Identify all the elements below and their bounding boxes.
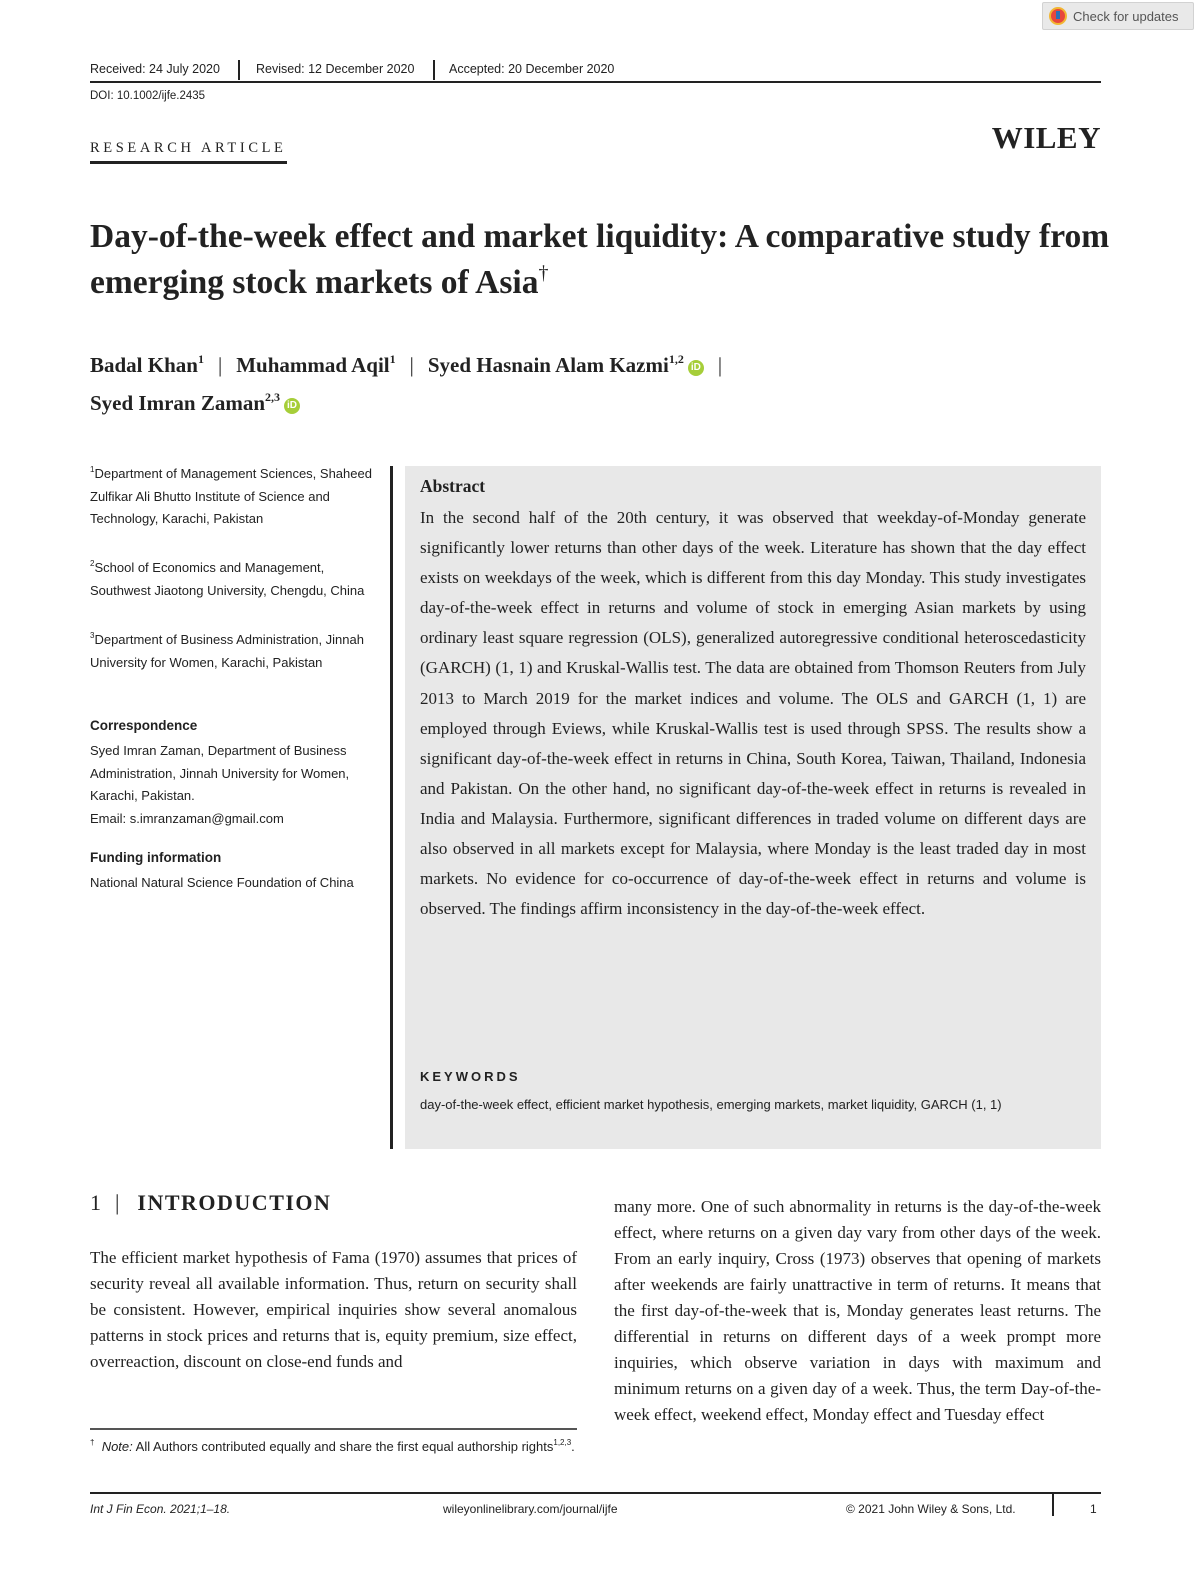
affiliation-2 [90, 557, 380, 602]
author-separator: | [717, 353, 723, 377]
header-rule [90, 81, 1101, 83]
footer-journal-citation: Int J Fin Econ. 2021;1–18. [90, 1502, 231, 1516]
funding-text: National Natural Science Foundation of China [90, 875, 354, 890]
affiliation-number: 2 [90, 559, 95, 568]
introduction-right-column: many more. One of such abnormality in returns is the day-of-the-week effect, where returns on a given day vary from other days of the week. From an early inquiry, Cross (1973) observes that opening of markets after weekends are fairly unattractive in term of returns. It means that the first day-of-the-week that is, Monday generates least returns. The differential in returns on different days of a week prompt more inquiries, which observe variation in days with maximum and minimum returns on a given day of a week. Thus, the term Day-of-the-week effect, weekend effect, Monday effect and Tuesday effect [614, 1197, 1101, 1424]
author-separator: | [409, 353, 414, 377]
footnote-text: All Authors contributed equally and share the first equal authorship rights [135, 1439, 554, 1454]
orcid-icon[interactable]: iD [284, 398, 300, 414]
orcid-icon[interactable]: iD [688, 360, 704, 376]
author-name[interactable]: Muhammad Aqil [236, 353, 390, 377]
date-divider [433, 60, 435, 80]
funding-heading: Funding information [90, 850, 222, 865]
page-number: 1 [1090, 1502, 1097, 1516]
author-affiliation-ref[interactable]: 1 [197, 352, 204, 366]
accepted-date: Accepted: 20 December 2020 [449, 62, 615, 76]
introduction-left-column: The efficient market hypothesis of Fama (1970) assumes that prices of security reveal all available information. Thus, return on security shall be consistent. However, empirical inquiries show several anomalous patterns in stock prices and returns that is, equity premium, size effect, overreaction, discount on close-end funds and [90, 1248, 577, 1371]
footer-journal-link[interactable]: wileyonlinelibrary.com/journal/ijfe [443, 1502, 618, 1516]
abstract-text: In the second half of the 20th century, it was observed that weekday-of-Monday generate significantly lower returns than other days of the week. Literature has shown that the day effect exists on weekdays of the week, which is different from this day Monday. This study investigates day-of-the-week effect in returns and volume of stock in emerging Asian markets by using ordinary least square regression (OLS), generalized autoregressive conditional heteroscedasticity (GARCH) (1, 1) and Kruskal-Wallis test. The data are obtained from Thomson Reuters from July 2013 to March 2019 for the market indices and volume. The OLS and GARCH (1, 1) are employed through Eviews, while Kruskal-Wallis test is used through SPSS. The results show a significant day-of-the-week effect in returns in China, South Korea, Taiwan, Thailand, Indonesia and Pakistan. On the other hand, no significant day-of-the-week effect in returns is revealed in India and Malaysia. Furthermore, significant differences in traded volume on different days are also observed in all markets except for Malaysia, where Monday is the least traded day in most markets. No evidence for co-occurrence of day-of-the-week effect in returns and volume is observed. The findings affirm inconsistency in the day-of-the-week effect. [420, 508, 1086, 919]
wiley-logo: WILEY [991, 120, 1101, 155]
footnote-end: . [571, 1439, 575, 1454]
crossmark-icon [1049, 7, 1067, 25]
author-name[interactable]: Syed Hasnain Alam Kazmi [427, 353, 669, 377]
affiliation-text: Department of Management Sciences, Shaheed Zulfikar Ali Bhutto Institute of Science and Technology, Karachi, Pakistan [90, 466, 372, 526]
section-title: INTRODUCTION [137, 1190, 332, 1215]
abstract-heading: Abstract [420, 476, 486, 496]
check-for-updates-label: Check for updates [1073, 8, 1179, 24]
publication-dates [90, 60, 1101, 82]
footer-divider [1052, 1494, 1054, 1516]
correspondence-heading: Correspondence [90, 718, 198, 733]
author-affiliation-ref[interactable]: 2,3 [265, 390, 281, 404]
author-name[interactable]: Syed Imran Zaman [90, 391, 266, 415]
correspondence-text [90, 740, 380, 830]
section-separator: | [115, 1190, 120, 1215]
check-for-updates-button[interactable] [1042, 2, 1194, 30]
affiliation-number: 1 [90, 465, 95, 474]
correspondence-address: Syed Imran Zaman, Department of Business Administration, Jinnah University for Women, Karachi, Pakistan. [90, 743, 350, 803]
author-list [90, 346, 1100, 422]
author-name[interactable]: Badal Khan [90, 353, 198, 377]
abstract-side-bar [390, 466, 393, 1149]
section-heading-introduction [90, 1190, 331, 1216]
author-separator: | [217, 353, 223, 377]
affiliation-3 [90, 629, 380, 674]
paper-title [90, 214, 1120, 306]
footnote [90, 1436, 577, 1458]
revised-date: Revised: 12 December 2020 [256, 62, 415, 76]
footnote-mark: † [90, 1438, 95, 1447]
keywords-heading: KEYWORDS [420, 1069, 521, 1084]
footer-rule [90, 1492, 1101, 1494]
affiliation-text: Department of Business Administration, Jinnah University for Women, Karachi, Pakistan [90, 632, 364, 670]
author-affiliation-ref[interactable]: 1,2 [668, 352, 684, 366]
correspondence-email[interactable]: Email: s.imranzaman@gmail.com [90, 810, 284, 826]
affiliation-number: 3 [90, 631, 95, 640]
paper-title-text: Day-of-the-week effect and market liquidity: A comparative study from emerging stock markets of Asia [90, 218, 1110, 301]
affiliation-1 [90, 463, 380, 531]
footer-copyright: © 2021 John Wiley & Sons, Ltd. [846, 1502, 1016, 1516]
footnote-rule [90, 1428, 577, 1430]
doi[interactable]: DOI: 10.1002/ijfe.2435 [90, 90, 206, 102]
keywords-text: day-of-the-week effect, efficient market hypothesis, emerging markets, market liquidity, GARCH (1, 1) [420, 1097, 1002, 1112]
footnote-label: Note: [101, 1439, 133, 1454]
received-date: Received: 24 July 2020 [90, 62, 220, 76]
date-divider [238, 60, 240, 80]
affiliation-text: School of Economics and Management, Southwest Jiaotong University, Chengdu, China [90, 560, 365, 598]
author-affiliation-ref[interactable]: 1 [389, 352, 396, 366]
article-type-label: RESEARCH ARTICLE [90, 140, 287, 164]
section-number: 1 [90, 1190, 101, 1215]
title-footnote-mark[interactable]: † [538, 262, 549, 284]
footnote-refs[interactable]: 1,2,3 [553, 1438, 572, 1447]
